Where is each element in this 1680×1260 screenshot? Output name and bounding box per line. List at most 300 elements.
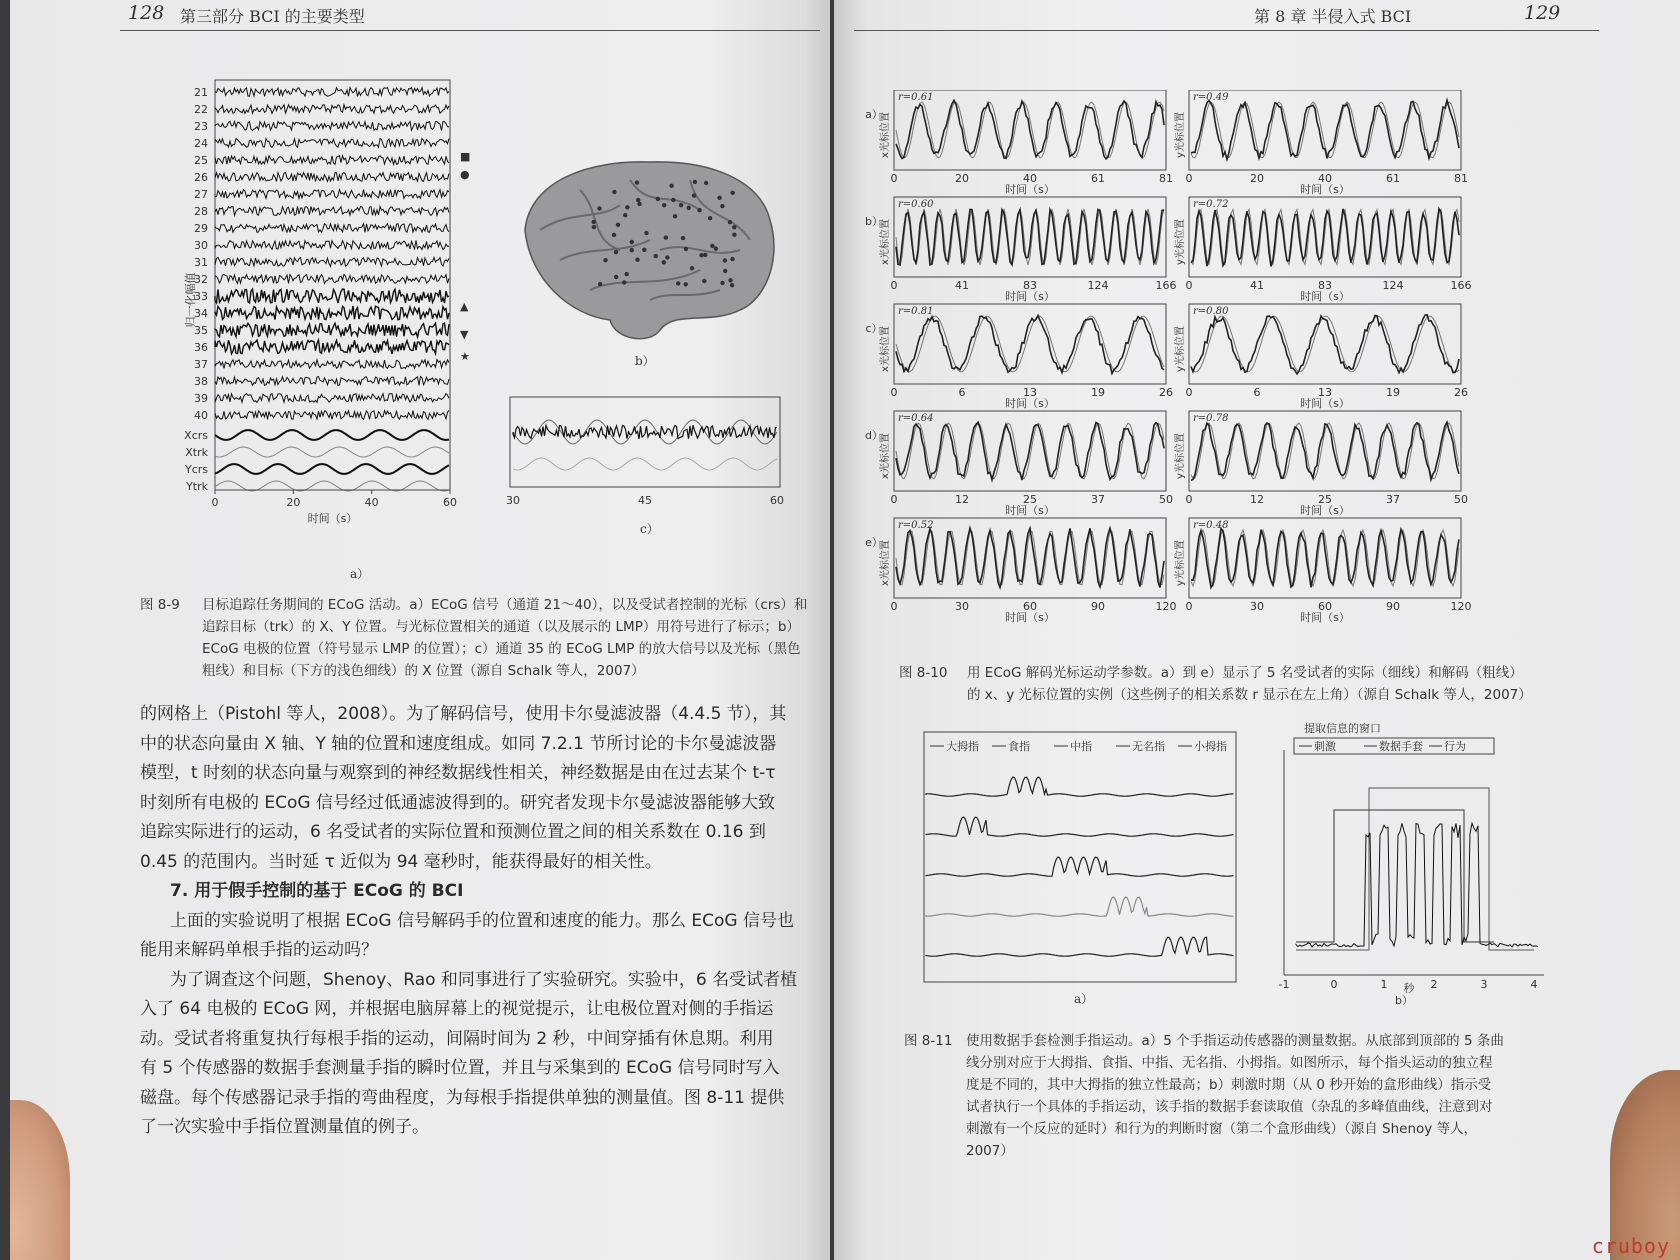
- electrode-dot: [697, 208, 701, 212]
- electrode-dot: [635, 258, 639, 262]
- trace-label: Ycrs: [184, 463, 208, 476]
- actual-trace: [896, 316, 1164, 372]
- y-axis-title: y光标位置: [1175, 219, 1186, 265]
- correlation-label: r=0.81: [898, 306, 934, 317]
- legend-label: 无名指: [1132, 740, 1165, 753]
- electrode-dot: [642, 248, 646, 252]
- row-label: a）: [865, 108, 883, 121]
- legend-label: 中指: [1070, 740, 1092, 753]
- x-tick-label: 0: [890, 279, 898, 292]
- correlation-label: r=0.49: [1193, 92, 1229, 103]
- trace-label: Xtrk: [185, 446, 208, 459]
- channel-label: 34: [194, 307, 208, 320]
- x-tick-label: 0: [1330, 978, 1338, 991]
- caption-number: 图 8-11: [904, 1033, 953, 1049]
- channel-label: 31: [194, 256, 208, 269]
- ecog-trace: [215, 105, 449, 114]
- fig-8-9-c-label: c）: [640, 522, 659, 536]
- actual-trace: [1191, 423, 1459, 479]
- x-tick-label: 41: [955, 279, 969, 292]
- channel-label: 27: [194, 188, 208, 201]
- x-tick-label: 1: [1380, 978, 1388, 991]
- channel-label: 24: [194, 137, 208, 150]
- stimulus-box-trace: [1296, 810, 1494, 942]
- correlation-label: r=0.60: [898, 199, 934, 210]
- x-tick-label: 25: [1023, 493, 1037, 506]
- body-line: 入了 64 电极的 ECoG 网，并根据电脑屏幕上的视觉提示，让电极位置对侧的手指运: [140, 999, 774, 1019]
- left-header-rule: [120, 30, 820, 31]
- x-tick-label: 0: [890, 386, 898, 399]
- channel-35-lmp-plot: [505, 392, 785, 517]
- finger-sensor-plot: [922, 730, 1242, 990]
- channel-label: 29: [194, 222, 208, 235]
- electrode-dot: [614, 250, 618, 254]
- x-tick-label: 12: [955, 493, 969, 506]
- electrode-dot: [732, 225, 736, 229]
- electrode-dot: [669, 184, 673, 188]
- finger-trace: [926, 777, 1234, 796]
- x-tick-label: 0: [211, 496, 219, 509]
- x-tick-label: 0: [890, 600, 898, 613]
- ecog-trace: [215, 275, 449, 284]
- channel-label: 25: [194, 154, 208, 167]
- caption-text: 目标追踪任务期间的 ECoG 活动。a）ECoG 信号（通道 21～40），以及受试者控制的光标（crs）和追踪目标（trk）的 X、Y 位置。与光标位置相关的通道（以及展示的 LMP）用符号进行了标示；b）ECoG 电极的位置（符号显示 LMP 的位置）；c）通道 35 的 ECoG LMP 的放大信号以及光标（黑色粗线）和目标（下方的浅色细线）的 X 位置（源自 Schalk 等人，2007）: [202, 597, 808, 679]
- dataglove-trace: [1296, 823, 1538, 947]
- body-line: 上面的实验说明了根据 ECoG 信号解码手的位置和速度的能力。那么 ECoG 信号也: [170, 910, 794, 931]
- electrode-dot: [702, 279, 706, 283]
- x-tick-label: 124: [1382, 279, 1404, 292]
- body-line: 模型，t 时刻的状态向量与观察到的神经数据线性相关，神经数据是由在过去某个 t-τ: [140, 763, 776, 783]
- plot-frame: [894, 411, 1166, 491]
- y-axis-title: y光标位置: [1175, 112, 1186, 158]
- electrode-dot: [731, 191, 735, 195]
- x-tick-label: 50: [1454, 493, 1468, 506]
- ecog-trace: [215, 306, 449, 320]
- electrode-dot: [612, 233, 616, 237]
- ecog-trace: [215, 340, 449, 354]
- x-axis-title: 时间（s）: [1005, 183, 1055, 196]
- x-axis-title: 时间（s）: [1005, 290, 1055, 303]
- electrode-dot: [665, 255, 669, 259]
- ecog-trace: [215, 360, 449, 369]
- x-tick-label: 60: [443, 496, 457, 509]
- left-page: [10, 0, 830, 1260]
- correlation-label: r=0.48: [1193, 520, 1229, 531]
- x-tick-label: 0: [1185, 279, 1193, 292]
- electrode-dot: [730, 283, 734, 287]
- electrode-dot: [664, 235, 668, 239]
- x-tick-label: 25: [1318, 493, 1332, 506]
- x-tick-label: 19: [1091, 386, 1105, 399]
- y-axis-title: y光标位置: [1175, 326, 1186, 372]
- row-label: e）: [865, 536, 883, 549]
- x-tick-label: 13: [1023, 386, 1037, 399]
- channel-label: 26: [194, 171, 208, 184]
- section-heading: 7. 用于假手控制的基于 ECoG 的 BCI: [170, 881, 464, 901]
- electrode-dot: [630, 248, 634, 252]
- left-body-text: [140, 700, 820, 1143]
- x-tick-label: 20: [955, 172, 969, 185]
- finger-trace: [926, 937, 1234, 956]
- cursor-decoding-plots: [834, 90, 1614, 645]
- electrode-dot: [708, 216, 712, 220]
- x-axis-title: 秒: [1403, 982, 1415, 995]
- electrode-dot: [728, 278, 732, 282]
- row-label: b）: [865, 215, 883, 228]
- x-tick-label: 81: [1454, 172, 1468, 185]
- figure-8-11-caption: [904, 1030, 1624, 1180]
- electrode-dot: [614, 275, 618, 279]
- correlation-label: r=0.80: [1193, 306, 1229, 317]
- electrode-dot: [676, 281, 680, 285]
- caption-line: 用 ECoG 解码光标运动学参数。a）到 e）显示了 5 名受试者的实际（细线）和解码（粗线）: [967, 665, 1523, 681]
- caption-text: [966, 1030, 1626, 1162]
- x-tick-label: 6: [1253, 386, 1261, 399]
- x-tick-label: 41: [1250, 279, 1264, 292]
- panel-label: b）: [1395, 994, 1413, 1005]
- row-label: c）: [865, 322, 883, 335]
- electrode-marker-icon: ★: [460, 350, 470, 363]
- figure-8-9-panel-a: [180, 70, 500, 560]
- right-page: [834, 0, 1680, 1260]
- y-axis-title: x光标位置: [880, 326, 891, 372]
- caption-line: 使用数据手套检测手指运动。a）5 个手指运动传感器的测量数据。从底部到顶部的 5 条曲: [966, 1033, 1504, 1049]
- channel-label: 40: [194, 409, 208, 422]
- legend-label: 大拇指: [946, 740, 979, 753]
- plot-frame: [510, 397, 780, 487]
- trace-label: Xcrs: [184, 429, 208, 442]
- electrode-dot: [637, 202, 641, 206]
- ecog-trace: [215, 156, 449, 165]
- ecog-trace: [215, 139, 449, 148]
- electrode-dot: [723, 258, 727, 262]
- ecog-trace: [215, 289, 449, 303]
- figure-8-9-panel-c: [505, 392, 785, 517]
- electrode-dot: [717, 196, 721, 200]
- x-axis-title: 时间（s）: [1300, 290, 1350, 303]
- channel-label: 28: [194, 205, 208, 218]
- ecog-trace: [215, 122, 449, 131]
- y-axis-title: x光标位置: [880, 112, 891, 158]
- caption-line: 2007）: [966, 1143, 1014, 1159]
- electrode-dot: [699, 253, 703, 257]
- fig-8-9-b-label: b）: [635, 354, 655, 368]
- channel-label: 22: [194, 103, 208, 116]
- x-tick-label: 83: [1318, 279, 1332, 292]
- x-tick-label: 26: [1454, 386, 1468, 399]
- channel-label: 32: [194, 273, 208, 286]
- decoded-trace: [896, 100, 1164, 159]
- x-axis-title: 时间（s）: [1300, 504, 1350, 517]
- electrode-dot: [635, 180, 639, 184]
- finger-trace: [926, 897, 1234, 916]
- brain-electrode-image: [500, 150, 790, 350]
- row-label: d）: [865, 429, 883, 442]
- x-axis-title: 时间（s）: [1300, 611, 1350, 624]
- fig-8-11-a-label: a）: [1074, 992, 1094, 1006]
- channel-label: 36: [194, 341, 208, 354]
- x-tick-label: 40: [364, 496, 379, 509]
- electrode-dot: [592, 225, 596, 229]
- trace-label: Ytrk: [186, 480, 208, 493]
- electrode-dot: [730, 257, 734, 261]
- channel-label: 21: [194, 86, 208, 99]
- caption-number: 图 8-9: [140, 597, 180, 613]
- body-line: 0.45 的范围内。当时延 τ 近似为 94 毫秒时，能获得最好的相关性。: [140, 851, 662, 872]
- figure-8-11-panel-a: [922, 730, 1242, 990]
- x-tick-label: 30: [1250, 600, 1264, 613]
- x-tick-label: 37: [1386, 493, 1400, 506]
- x-tick-label: 30: [955, 600, 969, 613]
- hand-photo-artifact: [10, 1100, 70, 1260]
- electrode-dot: [720, 204, 724, 208]
- caption-line: 刺激有一个反应的延时）和行为的判断时窗（第二个盒形曲线）（源自 Shenoy 等人，: [966, 1121, 1478, 1137]
- body-line: 磁盘。每个传感器记录手指的弯曲程度，为每根手指提供单独的测量值。图 8-11 提供: [140, 1087, 785, 1108]
- x-axis-title: 时间（s）: [1005, 611, 1055, 624]
- electrode-dot: [644, 231, 648, 235]
- finger-trace: [926, 817, 1234, 836]
- legend-label: 食指: [1008, 740, 1030, 753]
- ecog-trace: [215, 377, 449, 386]
- x-tick-label: 0: [1185, 172, 1193, 185]
- electrode-dot: [704, 181, 708, 185]
- x-tick-label: 26: [1159, 386, 1173, 399]
- x-tick-label: 2: [1430, 978, 1438, 991]
- y-axis-title: x光标位置: [880, 540, 891, 586]
- ecog-trace: [215, 224, 449, 233]
- body-line: 中的状态向量由 X 轴、Y 轴的位置和速度组成。如同 7.2.1 节所讨论的卡尔曼滤波器: [140, 733, 777, 754]
- ecog-traces-plot: [180, 70, 500, 560]
- right-page-number: 129: [1524, 2, 1561, 24]
- x-tick-label: 13: [1318, 386, 1332, 399]
- body-line: 动。受试者将重复执行每根手指的运动，间隔时间为 2 秒，中间穿插有休息期。利用: [140, 1028, 774, 1049]
- cursor-trace: [215, 430, 449, 440]
- x-tick-label: 120: [1155, 600, 1177, 613]
- electrode-dot: [673, 214, 677, 218]
- correlation-label: r=0.64: [898, 413, 934, 424]
- ecog-trace: [215, 88, 449, 97]
- electrode-dot: [603, 258, 607, 262]
- figure-8-11-panel-b: [1254, 720, 1554, 1005]
- body-line: 能用来解码单根手指的运动吗？: [140, 940, 378, 960]
- electrode-dot: [598, 282, 602, 286]
- x-tick-label: 0: [1185, 600, 1193, 613]
- x-tick-label: 0: [1185, 493, 1193, 506]
- x-tick-label: 20: [1250, 172, 1264, 185]
- ecog-trace: [215, 190, 449, 199]
- x-tick-label: 30: [506, 494, 520, 507]
- correlation-label: r=0.78: [1193, 413, 1229, 424]
- electrode-dot: [625, 272, 629, 276]
- electrode-dot: [654, 254, 658, 258]
- ecog-trace: [215, 258, 449, 267]
- electrode-dot: [728, 220, 732, 224]
- electrode-dot: [720, 281, 724, 285]
- electrode-dot: [692, 193, 696, 197]
- watermark-text: cruboy: [1591, 1234, 1670, 1258]
- x-tick-label: 37: [1091, 493, 1105, 506]
- right-header-rule: [854, 30, 1599, 31]
- channel-label: 33: [194, 290, 208, 303]
- correlation-label: r=0.52: [898, 520, 934, 531]
- x-tick-label: 40: [1318, 172, 1332, 185]
- fig-8-9-a-label: a）: [350, 567, 370, 581]
- channel-label: 30: [194, 239, 208, 252]
- decoded-trace: [1191, 209, 1459, 267]
- lmp-trace: [513, 425, 777, 439]
- body-line: 有 5 个传感器的数据手套测量手指的瞬时位置，并且与采集到的 ECoG 信号同时写入: [140, 1058, 780, 1078]
- x-tick-label: 120: [1450, 600, 1472, 613]
- x-axis-title: 时间（s）: [1005, 504, 1055, 517]
- electrode-marker-icon: ■: [460, 150, 471, 163]
- electrode-dot: [623, 213, 627, 217]
- actual-trace: [896, 209, 1164, 265]
- electrode-dot: [597, 206, 601, 210]
- y-axis-title: y光标位置: [1175, 433, 1186, 479]
- x-tick-label: 20: [286, 496, 301, 509]
- y-axis-title: y光标位置: [1175, 540, 1186, 586]
- electrode-dot: [592, 220, 596, 224]
- electrode-dot: [723, 269, 727, 273]
- x-tick-label: 90: [1091, 600, 1105, 613]
- electrode-dot: [679, 203, 683, 207]
- figure-8-9-panel-b: [500, 150, 790, 350]
- electrode-dot: [732, 233, 736, 237]
- x-tick-label: 60: [1023, 600, 1037, 613]
- x-tick-label: 0: [890, 493, 898, 506]
- correlation-label: r=0.61: [898, 92, 934, 103]
- electrode-dot: [671, 198, 675, 202]
- body-line: 追踪实际进行的运动，6 名受试者的实际位置和预测位置之间的相关系数在 0.16 到: [140, 822, 766, 842]
- finger-trace: [926, 857, 1234, 876]
- electrode-dot: [681, 236, 685, 240]
- electrode-dot: [622, 280, 626, 284]
- electrode-dot: [687, 206, 691, 210]
- x-axis-title: 时间（s）: [1005, 397, 1055, 410]
- plot-frame: [1189, 518, 1461, 598]
- body-line: 的网格上（Pistohl 等人，2008）。为了解码信号，使用卡尔曼滤波器（4.4.5 节），其: [140, 704, 787, 724]
- x-tick-label: 166: [1155, 279, 1177, 292]
- x-tick-label: 61: [1091, 172, 1105, 185]
- panel-title: 提取信息的窗口: [1304, 722, 1381, 735]
- x-tick-label: 4: [1530, 978, 1538, 991]
- ecog-trace: [215, 411, 449, 420]
- caption-line: 度是不同的，其中大拇指的独立性最高；b）刺激时期（从 0 秒开始的盒形曲线）指示受: [966, 1077, 1492, 1093]
- right-running-head: 第 8 章 半侵入式 BCI: [1254, 7, 1412, 26]
- electrode-dot: [625, 205, 629, 209]
- x-axis-title: 时间（s）: [1300, 397, 1350, 410]
- ecog-trace: [215, 394, 449, 403]
- decoded-trace: [896, 422, 1164, 480]
- x-tick-label: 124: [1087, 279, 1109, 292]
- y-axis-title: x光标位置: [880, 219, 891, 265]
- channel-label: 35: [194, 324, 208, 337]
- x-tick-label: 6: [958, 386, 966, 399]
- body-line: 了一次实验中手指位置测量值的例子。: [140, 1117, 429, 1137]
- x-position-trace: [513, 458, 777, 470]
- ecog-trace: [215, 207, 449, 216]
- electrode-dot: [714, 247, 718, 251]
- x-axis-title: 时间（s）: [1300, 183, 1350, 196]
- electrode-dot: [630, 240, 634, 244]
- x-tick-label: 3: [1480, 978, 1488, 991]
- electrode-marker-icon: ▲: [460, 300, 469, 313]
- x-tick-label: 166: [1450, 279, 1472, 292]
- x-tick-label: 83: [1023, 279, 1037, 292]
- legend-label: 刺激: [1314, 740, 1336, 753]
- electrode-dot: [693, 180, 697, 184]
- x-tick-label: 50: [1159, 493, 1173, 506]
- electrode-dot: [656, 197, 660, 201]
- x-tick-label: 61: [1386, 172, 1400, 185]
- x-tick-label: 0: [1185, 386, 1193, 399]
- caption-line: 试者执行一个具体的手指运动，该手指的数据手套读取值（杂乱的多峰值曲线，注意到对: [966, 1099, 1493, 1115]
- x-tick-label: -1: [1278, 978, 1290, 991]
- electrode-dot: [636, 198, 640, 202]
- electrode-dot: [684, 247, 688, 251]
- x-tick-label: 0: [890, 172, 898, 185]
- ecog-trace: [215, 241, 449, 250]
- correlation-label: r=0.72: [1193, 199, 1229, 210]
- channel-label: 39: [194, 392, 208, 405]
- actual-trace: [896, 531, 1164, 584]
- electrode-dot: [690, 266, 694, 270]
- caption-number: 图 8-10: [899, 665, 948, 681]
- ecog-trace: [215, 323, 449, 337]
- electrode-dot: [662, 260, 666, 264]
- figure-8-10-caption: [899, 662, 1599, 712]
- channel-label: 23: [194, 120, 208, 133]
- channel-label: 38: [194, 375, 208, 388]
- left-running-head: 第三部分 BCI 的主要类型: [180, 7, 365, 26]
- figure-8-10: [834, 90, 1614, 645]
- body-line: 时刻所有电极的 ECoG 信号经过低通滤波得到的。研究者发现卡尔曼滤波器能够大致: [140, 792, 775, 813]
- figure-8-9-caption: [140, 594, 820, 704]
- electrode-dot: [616, 223, 620, 227]
- x-tick-label: 40: [1023, 172, 1037, 185]
- cursor-trace: [215, 464, 449, 474]
- legend-label: 行为: [1444, 740, 1466, 753]
- extraction-window-plot: [1254, 720, 1554, 1005]
- legend-label: 小拇指: [1194, 740, 1227, 753]
- channel-label: 37: [194, 358, 208, 371]
- ecog-trace: [215, 173, 449, 182]
- body-line: 为了调查这个问题，Shenoy、Rao 和同事进行了实验研究。实验中，6 名受试者植: [170, 969, 798, 990]
- cursor-trace: [215, 447, 449, 457]
- y-axis-title: x光标位置: [880, 433, 891, 479]
- electrode-marker-icon: ▼: [460, 328, 469, 341]
- electrode-dot: [662, 203, 666, 207]
- electrode-dot: [684, 282, 688, 286]
- x-tick-label: 19: [1386, 386, 1400, 399]
- x-tick-label: 60: [770, 494, 784, 507]
- electrode-marker-icon: ●: [460, 168, 470, 181]
- x-axis-title: 时间（s）: [307, 512, 358, 525]
- decoded-trace: [896, 316, 1164, 374]
- left-page-number: 128: [128, 2, 165, 24]
- x-tick-label: 81: [1159, 172, 1173, 185]
- x-tick-label: 60: [1318, 600, 1332, 613]
- caption-text: [967, 662, 1597, 706]
- electrode-dot: [612, 190, 616, 194]
- electrode-dot: [703, 253, 707, 257]
- x-tick-label: 90: [1386, 600, 1400, 613]
- caption-line: 线分别对应于大拇指、食指、中指、无名指、小拇指。如图所示，每个指头运动的独立程: [966, 1055, 1493, 1071]
- y-axis-title: 归一化幅值: [184, 272, 197, 328]
- legend-label: 数据手套: [1379, 740, 1423, 753]
- x-tick-label: 12: [1250, 493, 1264, 506]
- caption-line: 的 x、y 光标位置的实例（这些例子的相关系数 r 显示在左上角）（源自 Schalk 等人，2007）: [967, 687, 1532, 703]
